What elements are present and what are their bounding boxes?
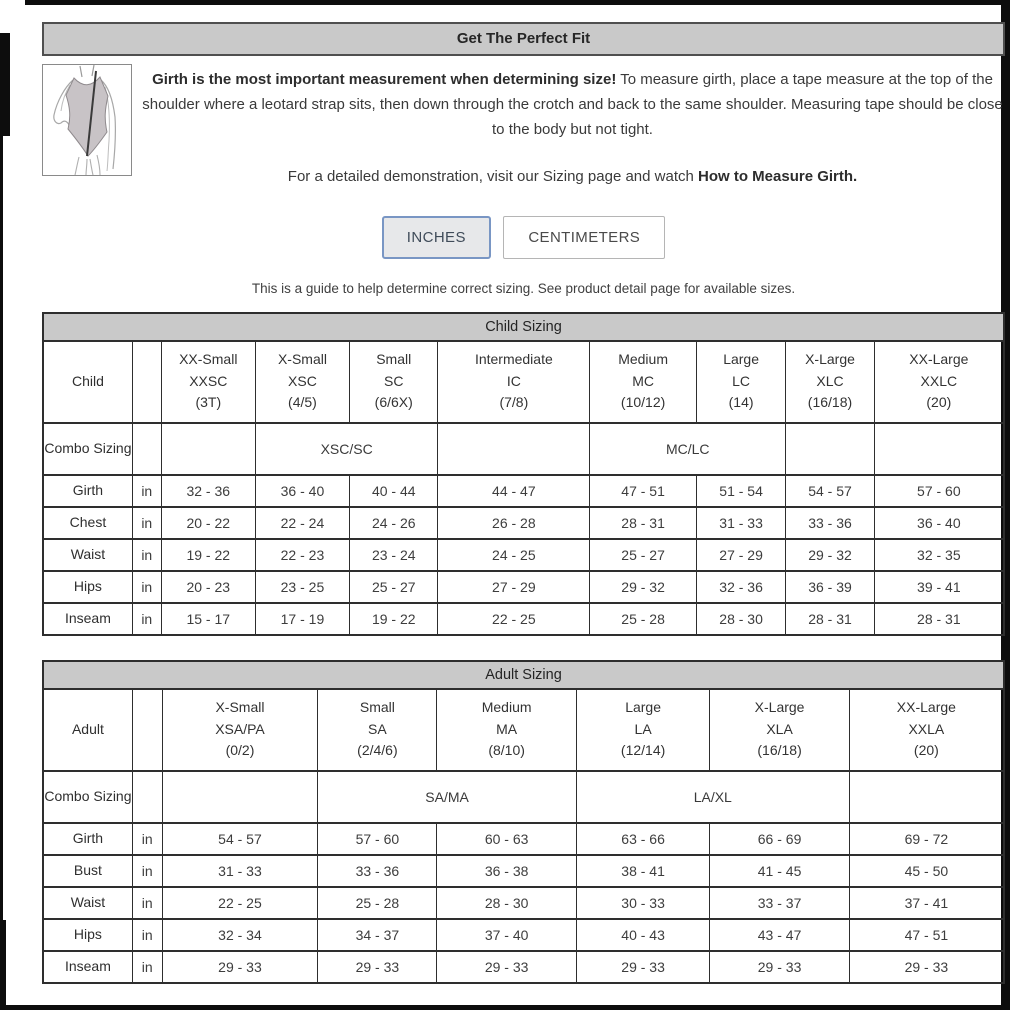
adult-bust-value-1: 31 - 33 bbox=[162, 855, 318, 887]
child-inseam-value-8: 28 - 31 bbox=[874, 603, 1004, 635]
child-girth-value-2: 36 - 40 bbox=[255, 475, 349, 507]
adult-inseam-value-4: 29 - 33 bbox=[576, 951, 710, 983]
child-girth-value-1: 32 - 36 bbox=[161, 475, 255, 507]
child-inseam-value-4: 22 - 25 bbox=[438, 603, 590, 635]
child-girth-value-3: 40 - 44 bbox=[350, 475, 438, 507]
adult-bust-value-5: 41 - 45 bbox=[710, 855, 849, 887]
adult-table-title: Adult Sizing bbox=[43, 661, 1004, 689]
adult-inseam-value-3: 29 - 33 bbox=[437, 951, 576, 983]
unit-toggle bbox=[42, 216, 1005, 259]
window-edge-bottom bbox=[0, 1005, 1001, 1010]
child-girth-value-6: 51 - 54 bbox=[696, 475, 785, 507]
adult-waist-value-5: 33 - 37 bbox=[710, 887, 849, 919]
child-waist-value-2: 22 - 23 bbox=[255, 539, 349, 571]
child-table-title: Child Sizing bbox=[43, 313, 1004, 341]
child-column-header-7: X-Large XLC (16/18) bbox=[786, 341, 874, 423]
child-hips-value-4: 27 - 29 bbox=[438, 571, 590, 603]
adult-girth-value-6: 69 - 72 bbox=[849, 823, 1004, 855]
child-waist-value-5: 25 - 27 bbox=[590, 539, 697, 571]
adult-inseam-value-5: 29 - 33 bbox=[710, 951, 849, 983]
girth-measurement-figure bbox=[42, 64, 132, 176]
adult-column-header-4: Large LA (12/14) bbox=[576, 689, 710, 771]
adult-row-label-inseam: Inseam bbox=[43, 951, 132, 983]
child-hips-value-8: 39 - 41 bbox=[874, 571, 1004, 603]
child-waist-value-4: 24 - 25 bbox=[438, 539, 590, 571]
adult-row-girth bbox=[43, 823, 1004, 855]
adult-combo-cell-2: SA/MA bbox=[318, 771, 577, 823]
child-combo-cell-4: MC/LC bbox=[590, 423, 786, 475]
adult-row-label-bust: Bust bbox=[43, 855, 132, 887]
child-unit-chest: in bbox=[132, 507, 161, 539]
child-girth-value-5: 47 - 51 bbox=[590, 475, 697, 507]
adult-hips-value-3: 37 - 40 bbox=[437, 919, 576, 951]
child-girth-value-7: 54 - 57 bbox=[786, 475, 874, 507]
child-column-header-8: XX-Large XXLC (20) bbox=[874, 341, 1004, 423]
centimeters-button[interactable]: CENTIMETERS bbox=[503, 216, 665, 259]
adult-header-label: Adult bbox=[43, 689, 132, 771]
adult-column-header-1: X-Small XSA/PA (0/2) bbox=[162, 689, 318, 771]
child-row-label-girth: Girth bbox=[43, 475, 132, 507]
adult-hips-value-5: 43 - 47 bbox=[710, 919, 849, 951]
adult-bust-value-6: 45 - 50 bbox=[849, 855, 1004, 887]
child-chest-value-4: 26 - 28 bbox=[438, 507, 590, 539]
child-hips-value-2: 23 - 25 bbox=[255, 571, 349, 603]
child-waist-value-3: 23 - 24 bbox=[350, 539, 438, 571]
leotard-diagram-icon bbox=[43, 65, 131, 175]
child-girth-value-4: 44 - 47 bbox=[438, 475, 590, 507]
child-chest-value-1: 20 - 22 bbox=[161, 507, 255, 539]
child-hips-value-6: 32 - 36 bbox=[696, 571, 785, 603]
adult-waist-value-1: 22 - 25 bbox=[162, 887, 318, 919]
child-column-header-1: XX-Small XXSC (3T) bbox=[161, 341, 255, 423]
child-combo-unit bbox=[132, 423, 161, 475]
adult-inseam-value-2: 29 - 33 bbox=[318, 951, 437, 983]
child-row-hips bbox=[43, 571, 1004, 603]
intro-section bbox=[42, 64, 1005, 190]
child-inseam-value-2: 17 - 19 bbox=[255, 603, 349, 635]
adult-combo-label: Combo Sizing bbox=[43, 771, 132, 823]
child-unit-header bbox=[132, 341, 161, 423]
adult-unit-bust: in bbox=[132, 855, 162, 887]
child-row-chest bbox=[43, 507, 1004, 539]
adult-bust-value-4: 38 - 41 bbox=[576, 855, 710, 887]
adult-combo-cell-1 bbox=[162, 771, 318, 823]
adult-girth-value-1: 54 - 57 bbox=[162, 823, 318, 855]
adult-combo-unit bbox=[132, 771, 162, 823]
adult-inseam-value-6: 29 - 33 bbox=[849, 951, 1004, 983]
adult-unit-inseam: in bbox=[132, 951, 162, 983]
adult-row-hips bbox=[43, 919, 1004, 951]
adult-combo-cell-4 bbox=[849, 771, 1004, 823]
child-combo-cell-1 bbox=[161, 423, 255, 475]
girth-instructions-lead: Girth is the most important measurement when determining size! bbox=[152, 71, 617, 88]
adult-waist-value-2: 25 - 28 bbox=[318, 887, 437, 919]
child-inseam-value-3: 19 - 22 bbox=[350, 603, 438, 635]
child-waist-value-8: 32 - 35 bbox=[874, 539, 1004, 571]
child-hips-value-3: 25 - 27 bbox=[350, 571, 438, 603]
child-row-inseam bbox=[43, 603, 1004, 635]
adult-waist-value-6: 37 - 41 bbox=[849, 887, 1004, 919]
adult-hips-value-2: 34 - 37 bbox=[318, 919, 437, 951]
adult-sizing-table bbox=[42, 660, 1005, 984]
child-unit-inseam: in bbox=[132, 603, 161, 635]
adult-header-row bbox=[43, 689, 1004, 771]
child-combo-cell-6 bbox=[874, 423, 1004, 475]
child-waist-value-1: 19 - 22 bbox=[161, 539, 255, 571]
adult-girth-value-2: 57 - 60 bbox=[318, 823, 437, 855]
child-row-label-waist: Waist bbox=[43, 539, 132, 571]
child-chest-value-8: 36 - 40 bbox=[874, 507, 1004, 539]
child-inseam-value-1: 15 - 17 bbox=[161, 603, 255, 635]
child-combo-cell-3 bbox=[438, 423, 590, 475]
adult-girth-value-5: 66 - 69 bbox=[710, 823, 849, 855]
child-combo-cell-2: XSC/SC bbox=[255, 423, 438, 475]
child-column-header-3: Small SC (6/6X) bbox=[350, 341, 438, 423]
adult-combo-cell-3: LA/XL bbox=[576, 771, 849, 823]
child-unit-waist: in bbox=[132, 539, 161, 571]
adult-row-waist bbox=[43, 887, 1004, 919]
adult-bust-value-3: 36 - 38 bbox=[437, 855, 576, 887]
adult-row-label-girth: Girth bbox=[43, 823, 132, 855]
adult-column-header-6: XX-Large XXLA (20) bbox=[849, 689, 1004, 771]
window-edge-left-bottom bbox=[0, 920, 6, 1010]
child-unit-hips: in bbox=[132, 571, 161, 603]
child-row-label-chest: Chest bbox=[43, 507, 132, 539]
demo-note-text: For a detailed demonstration, visit our Sizing page and watch bbox=[287, 167, 699, 185]
adult-column-header-3: Medium MA (8/10) bbox=[437, 689, 576, 771]
adult-unit-hips: in bbox=[132, 919, 162, 951]
child-header-label: Child bbox=[43, 341, 132, 423]
adult-column-header-5: X-Large XLA (16/18) bbox=[710, 689, 849, 771]
adult-column-header-2: Small SA (2/4/6) bbox=[318, 689, 437, 771]
child-chest-value-2: 22 - 24 bbox=[255, 507, 349, 539]
adult-row-bust bbox=[43, 855, 1004, 887]
inches-button[interactable]: INCHES bbox=[382, 216, 491, 259]
adult-bust-value-2: 33 - 36 bbox=[318, 855, 437, 887]
child-combo-cell-5 bbox=[786, 423, 874, 475]
intro-text-column bbox=[132, 64, 1005, 190]
child-column-header-4: Intermediate IC (7/8) bbox=[438, 341, 590, 423]
adult-girth-value-4: 63 - 66 bbox=[576, 823, 710, 855]
adult-waist-value-3: 28 - 30 bbox=[437, 887, 576, 919]
adult-unit-waist: in bbox=[132, 887, 162, 919]
child-inseam-value-5: 25 - 28 bbox=[590, 603, 697, 635]
sizing-guide-page bbox=[42, 0, 1005, 984]
adult-hips-value-6: 47 - 51 bbox=[849, 919, 1004, 951]
adult-row-label-hips: Hips bbox=[43, 919, 132, 951]
child-chest-value-7: 33 - 36 bbox=[786, 507, 874, 539]
demo-note bbox=[142, 165, 1003, 190]
child-hips-value-5: 29 - 32 bbox=[590, 571, 697, 603]
child-row-label-hips: Hips bbox=[43, 571, 132, 603]
girth-instructions-body: To measure girth, place a tape measure at the top of the shoulder where a leotard strap sits, then down through the crotch and back to the same shoulder. Measuring tape should be close to the body but not tight. bbox=[142, 71, 1003, 138]
window-edge-left-thin bbox=[0, 136, 3, 920]
child-combo-label: Combo Sizing bbox=[43, 423, 132, 475]
child-header-row bbox=[43, 341, 1004, 423]
adult-inseam-value-1: 29 - 33 bbox=[162, 951, 318, 983]
adult-girth-value-3: 60 - 63 bbox=[437, 823, 576, 855]
adult-hips-value-4: 40 - 43 bbox=[576, 919, 710, 951]
child-inseam-value-7: 28 - 31 bbox=[786, 603, 874, 635]
child-unit-girth: in bbox=[132, 475, 161, 507]
child-hips-value-7: 36 - 39 bbox=[786, 571, 874, 603]
adult-row-label-waist: Waist bbox=[43, 887, 132, 919]
child-sizing-table bbox=[42, 312, 1005, 636]
child-row-label-inseam: Inseam bbox=[43, 603, 132, 635]
window-edge-left bbox=[0, 33, 10, 136]
child-column-header-5: Medium MC (10/12) bbox=[590, 341, 697, 423]
child-chest-value-5: 28 - 31 bbox=[590, 507, 697, 539]
child-girth-value-8: 57 - 60 bbox=[874, 475, 1004, 507]
child-row-girth bbox=[43, 475, 1004, 507]
child-combo-row bbox=[43, 423, 1004, 475]
demo-note-bold: How to Measure Girth. bbox=[698, 167, 858, 185]
child-chest-value-3: 24 - 26 bbox=[350, 507, 438, 539]
adult-unit-girth: in bbox=[132, 823, 162, 855]
adult-row-inseam bbox=[43, 951, 1004, 983]
adult-unit-header bbox=[132, 689, 162, 771]
adult-hips-value-1: 32 - 34 bbox=[162, 919, 318, 951]
child-column-header-6: Large LC (14) bbox=[696, 341, 785, 423]
child-inseam-value-6: 28 - 30 bbox=[696, 603, 785, 635]
adult-combo-row bbox=[43, 771, 1004, 823]
child-hips-value-1: 20 - 23 bbox=[161, 571, 255, 603]
guide-note: This is a guide to help determine correct sizing. See product detail page for available sizes. bbox=[251, 280, 796, 296]
girth-instructions bbox=[142, 68, 1003, 143]
page-title: Get The Perfect Fit bbox=[42, 22, 1005, 56]
child-column-header-2: X-Small XSC (4/5) bbox=[255, 341, 349, 423]
adult-waist-value-4: 30 - 33 bbox=[576, 887, 710, 919]
child-waist-value-7: 29 - 32 bbox=[786, 539, 874, 571]
child-waist-value-6: 27 - 29 bbox=[696, 539, 785, 571]
child-row-waist bbox=[43, 539, 1004, 571]
child-chest-value-6: 31 - 33 bbox=[696, 507, 785, 539]
